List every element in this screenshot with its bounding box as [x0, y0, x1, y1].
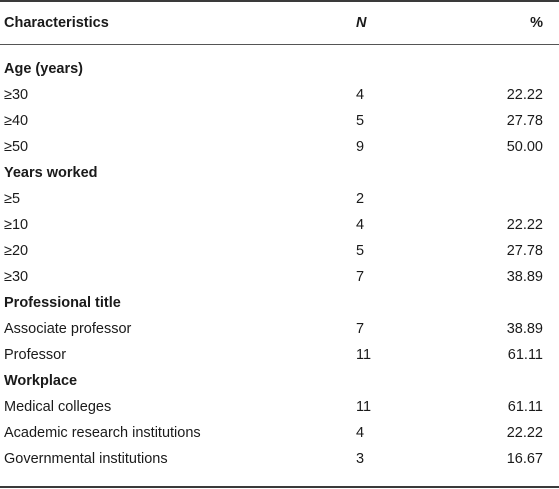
table-header-rule	[0, 44, 559, 45]
table-top-rule	[0, 0, 559, 2]
row-label: ≥30	[4, 269, 29, 285]
row-label: ≥10	[4, 217, 29, 233]
row-percent: 16.67	[506, 451, 543, 467]
row-n: 7	[356, 269, 365, 285]
table-row	[0, 108, 559, 134]
section-title: Workplace	[4, 373, 78, 389]
row-label: ≥50	[4, 139, 29, 155]
row-label: Governmental institutions	[4, 451, 168, 467]
header-n: N	[356, 15, 367, 31]
section-title: Professional title	[4, 295, 121, 311]
table-row	[0, 316, 559, 342]
row-percent: 22.22	[506, 425, 543, 441]
row-percent: 61.11	[507, 347, 543, 363]
row-n: 9	[356, 139, 365, 155]
table-row	[0, 186, 559, 212]
table-row	[0, 420, 559, 446]
row-label: ≥5	[4, 191, 21, 207]
table-header-row	[0, 8, 559, 38]
table-row	[0, 134, 559, 160]
row-n: 4	[356, 87, 365, 103]
row-n: 7	[356, 321, 365, 337]
row-label: Medical colleges	[4, 399, 112, 415]
row-label: Associate professor	[4, 321, 132, 337]
table-row	[0, 82, 559, 108]
row-n: 5	[356, 243, 365, 259]
row-label: ≥40	[4, 113, 29, 129]
table-row	[0, 212, 559, 238]
row-n: 11	[356, 399, 372, 415]
row-percent: 38.89	[506, 269, 543, 285]
header-characteristics: Characteristics	[4, 15, 109, 31]
row-n: 2	[356, 191, 365, 207]
table-bottom-rule	[0, 486, 559, 488]
row-n: 3	[356, 451, 365, 467]
section-row-workplace	[0, 368, 559, 394]
row-percent: 50.00	[506, 139, 543, 155]
row-n: 5	[356, 113, 365, 129]
row-label: ≥20	[4, 243, 29, 259]
row-label: Professor	[4, 347, 67, 363]
section-title: Age (years)	[4, 61, 83, 77]
table-row	[0, 264, 559, 290]
row-percent: 27.78	[506, 113, 543, 129]
row-n: 4	[356, 425, 365, 441]
row-percent: 61.11	[507, 399, 543, 415]
row-percent: 27.78	[506, 243, 543, 259]
section-title: Years worked	[4, 165, 98, 181]
row-percent: 38.89	[506, 321, 543, 337]
row-n: 4	[356, 217, 365, 233]
table-row	[0, 394, 559, 420]
row-percent: 22.22	[506, 217, 543, 233]
row-n: 11	[356, 347, 372, 363]
row-label: Academic research institutions	[4, 425, 201, 441]
section-row-years-worked	[0, 160, 559, 186]
table-row	[0, 342, 559, 368]
header-percent: %	[530, 15, 543, 31]
row-percent: 22.22	[506, 87, 543, 103]
section-row-age	[0, 56, 559, 82]
table-row	[0, 238, 559, 264]
row-label: ≥30	[4, 87, 29, 103]
table-row	[0, 446, 559, 472]
section-row-professional-title	[0, 290, 559, 316]
